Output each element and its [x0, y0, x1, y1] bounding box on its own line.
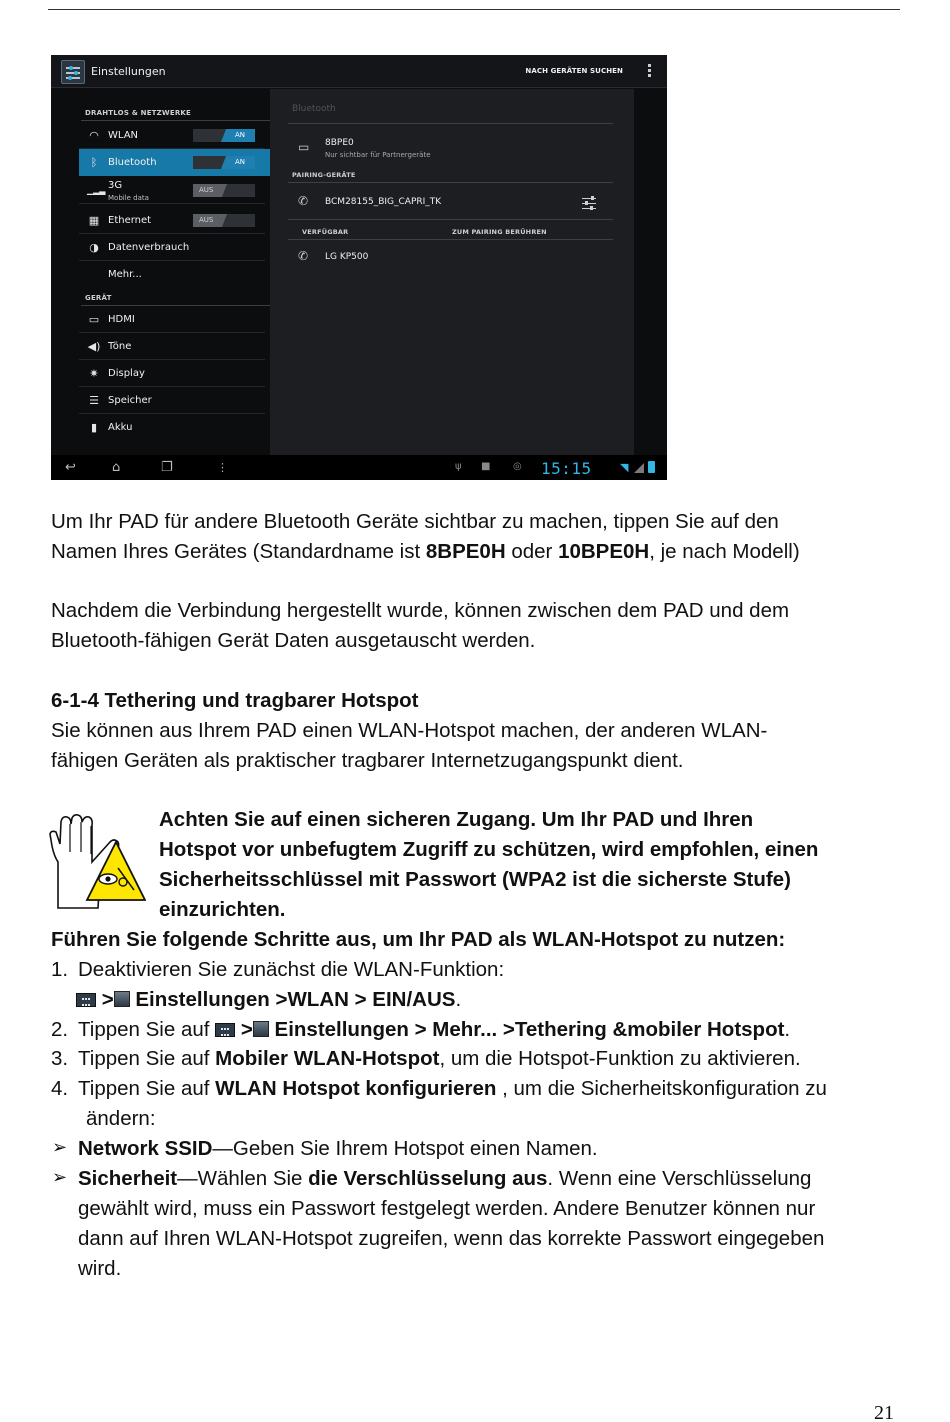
phone-icon: ✆: [298, 249, 309, 263]
step-3-number: 3.: [51, 1047, 69, 1070]
step-4-text: Tippen Sie auf WLAN Hotspot konfigurieren , um die Sicherheitskonfiguration zu: [78, 1077, 827, 1100]
bullet-arrow-icon: ➢: [52, 1167, 68, 1187]
paragraph-connection-line2: Bluetooth-fähigen Gerät Daten ausgetauscht werden.: [51, 629, 536, 652]
wlan-toggle[interactable]: [193, 129, 255, 142]
item-label: WLAN: [108, 130, 139, 141]
bullet-security-line1: Sicherheit—Wählen Sie die Verschlüsselung aus. Wenn eine Verschlüsselung: [78, 1167, 812, 1190]
device-settings-icon[interactable]: [582, 196, 596, 210]
item-label: HDMI: [108, 314, 135, 325]
available-devices-header: VERFÜGBAR: [302, 228, 349, 236]
overflow-menu-icon[interactable]: [648, 64, 651, 78]
bluetooth-icon: ᛒ: [90, 156, 98, 169]
bullet-ssid: Network SSID—Geben Sie Ihrem Hotspot einen Namen.: [78, 1137, 598, 1160]
available-device-name[interactable]: LG KP500: [325, 252, 369, 262]
step-2-text: Tippen Sie auf > Einstellungen > Mehr... >Tethering &mobiler Hotspot.: [78, 1018, 791, 1041]
own-device-visibility: Nur sichtbar für Partnergeräte: [325, 151, 431, 159]
battery-icon: ▮: [90, 421, 98, 434]
ethernet-icon: ▦: [88, 214, 100, 227]
recent-apps-icon[interactable]: ❐: [161, 460, 173, 475]
bluetooth-pane: [270, 89, 634, 462]
step-2-number: 2.: [51, 1018, 69, 1041]
battery-status-icon: [648, 461, 655, 473]
toggle-state: AUS: [199, 216, 214, 224]
signal-icon: ▁▂▃: [87, 186, 106, 195]
warning-line4: einzurichten.: [159, 898, 286, 921]
item-label: Datenverbrauch: [108, 242, 190, 253]
action-bar: [51, 55, 667, 88]
warning-line1: Achten Sie auf einen sicheren Zugang. Um Ihr PAD und Ihren: [159, 808, 754, 831]
item-label: Display: [108, 368, 145, 379]
divider: [288, 239, 613, 240]
divider: [288, 219, 613, 220]
home-icon[interactable]: ⌂: [112, 460, 121, 475]
bluetooth-toggle[interactable]: [193, 156, 255, 169]
menu-icon[interactable]: ⋮: [217, 461, 228, 474]
app-drawer-icon: [215, 1023, 235, 1037]
item-label: Akku: [108, 422, 133, 433]
own-device-name[interactable]: 8BPE0: [325, 138, 354, 148]
brightness-icon: ✷: [89, 367, 99, 380]
settings-icon[interactable]: [61, 60, 85, 84]
settings-screenshot: [51, 55, 667, 480]
warning-line3: Sicherheitsschlüssel mit Passwort (WPA2 ist die sicherste Stufe): [159, 868, 791, 891]
app-drawer-icon: [76, 993, 96, 1007]
divider: [288, 123, 613, 124]
item-label: Ethernet: [108, 215, 152, 226]
item-sublabel: Mobile data: [108, 194, 149, 202]
item-label: Bluetooth: [108, 157, 157, 168]
warning-hand-icon: [48, 812, 146, 912]
item-label: Mehr...: [108, 269, 142, 280]
divider: [288, 182, 613, 183]
settings-app-icon: [114, 991, 130, 1007]
data-usage-icon: ◑: [89, 241, 99, 254]
toggle-state: AUS: [199, 186, 214, 194]
item-label: Speicher: [108, 395, 152, 406]
bullet-security-line4: wird.: [78, 1257, 122, 1280]
item-label: 3G: [108, 180, 123, 191]
3g-toggle[interactable]: [193, 184, 255, 197]
header-rule: [48, 9, 900, 10]
wifi-status-icon: ◥: [620, 461, 629, 474]
monitor-icon: ▭: [88, 313, 100, 326]
toggle-state: AN: [234, 158, 245, 166]
step-1-text: Deaktivieren Sie zunächst die WLAN-Funktion:: [78, 958, 505, 981]
storage-icon: ☰: [89, 394, 99, 407]
pairing-hint: ZUM PAIRING BERÜHREN: [452, 228, 547, 236]
android-debug-icon: ■: [481, 461, 491, 472]
bullet-security-line3: dann auf Ihren WLAN-Hotspot zugreifen, wenn das korrekte Passwort eingegeben: [78, 1227, 825, 1250]
step-1-number: 1.: [51, 958, 69, 981]
page-number: 21: [874, 1402, 894, 1422]
step-4-continuation: ändern:: [86, 1107, 156, 1130]
ethernet-toggle[interactable]: [193, 214, 255, 227]
paragraph-visibility-line1: Um Ihr PAD für andere Bluetooth Geräte sichtbar zu machen, tippen Sie auf den: [51, 510, 779, 533]
signal-status-icon: [634, 463, 644, 473]
section-header-device: GERÄT: [85, 294, 112, 302]
settings-app-icon: [253, 1021, 269, 1037]
back-icon[interactable]: ↩: [65, 460, 76, 475]
paragraph-visibility-line2: Namen Ihres Gerätes (Standardname ist 8BPE0H oder 10BPE0H, je nach Modell): [51, 540, 800, 563]
steps-heading: Führen Sie folgende Schritte aus, um Ihr PAD als WLAN-Hotspot zu nutzen:: [51, 928, 786, 951]
system-nav-bar: [51, 455, 667, 480]
status-clock: 15:15: [541, 459, 592, 478]
item-label: Töne: [108, 341, 132, 352]
step-3-text: Tippen Sie auf Mobiler WLAN-Hotspot, um die Hotspot-Funktion zu aktivieren.: [78, 1047, 801, 1070]
step-4-number: 4.: [51, 1077, 69, 1100]
paired-device-name[interactable]: BCM28155_BIG_CAPRI_TK: [325, 197, 442, 207]
laptop-icon: ▭: [298, 140, 310, 154]
sync-icon: ◎: [513, 461, 522, 472]
app-title: Einstellungen: [91, 65, 166, 78]
default-name-10bpe0h: 10BPE0H: [558, 540, 650, 563]
paired-devices-header: PAIRING-GERÄTE: [292, 171, 356, 179]
section-header-wireless: DRAHTLOS & NETZWERKE: [85, 109, 192, 117]
toggle-state: AN: [234, 131, 245, 139]
paragraph-connection-line1: Nachdem die Verbindung hergestellt wurde, können zwischen dem PAD und dem: [51, 599, 790, 622]
phone-icon: ✆: [298, 194, 309, 208]
usb-icon: ψ: [455, 461, 462, 472]
bullet-arrow-icon: ➢: [52, 1137, 68, 1157]
bullet-security-line2: gewählt wird, muss ein Passwort festgelegt werden. Andere Benutzer können nur: [78, 1197, 816, 1220]
wifi-icon: ◠: [89, 129, 99, 142]
paragraph-hotspot-line2: fähigen Geräten als praktischer tragbarer Internetzugangspunkt dient.: [51, 749, 684, 772]
paragraph-hotspot-line1: Sie können aus Ihrem PAD einen WLAN-Hotspot machen, der anderen WLAN-: [51, 719, 768, 742]
step-1-path: > Einstellungen >WLAN > EIN/AUS.: [76, 985, 461, 1015]
section-heading: 6-1-4 Tethering und tragbarer Hotspot: [51, 689, 419, 712]
warning-line2: Hotspot vor unbefugtem Zugriff zu schützen, wird empfohlen, einen: [159, 838, 819, 861]
default-name-8bpe0h: 8BPE0H: [425, 540, 506, 563]
pane-title: Bluetooth: [292, 104, 336, 114]
search-devices-button[interactable]: NACH GERÄTEN SUCHEN: [525, 67, 623, 75]
speaker-icon: ◀): [87, 340, 101, 353]
